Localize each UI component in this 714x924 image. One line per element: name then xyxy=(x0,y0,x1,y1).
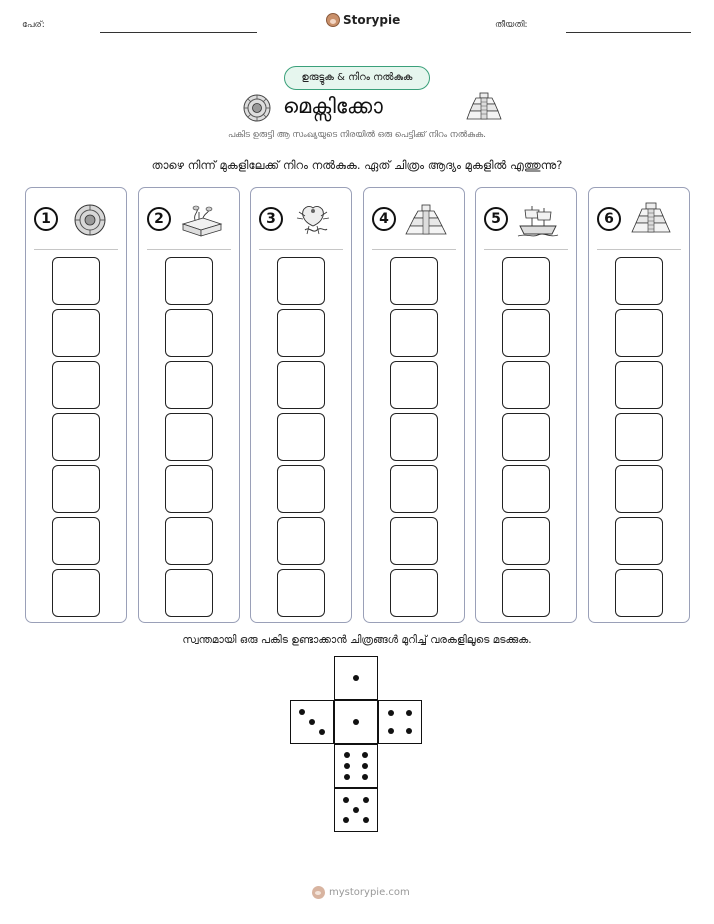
die-pip xyxy=(343,817,349,823)
color-box[interactable] xyxy=(390,309,438,357)
column-1 xyxy=(25,187,127,623)
name-field[interactable] xyxy=(100,32,257,33)
die-pip xyxy=(362,752,368,758)
die-pip xyxy=(363,797,369,803)
color-box[interactable] xyxy=(390,257,438,305)
color-box[interactable] xyxy=(165,517,213,565)
column-3 xyxy=(250,187,352,623)
color-box[interactable] xyxy=(615,465,663,513)
color-box[interactable] xyxy=(165,569,213,617)
die-pip xyxy=(343,797,349,803)
color-box[interactable] xyxy=(502,309,550,357)
title-row xyxy=(0,92,714,124)
die-pip xyxy=(353,675,359,681)
column-divider xyxy=(259,249,343,250)
color-box[interactable] xyxy=(165,361,213,409)
column-2 xyxy=(138,187,240,623)
color-box[interactable] xyxy=(615,361,663,409)
column-number: 2 xyxy=(147,207,171,231)
color-box[interactable] xyxy=(52,257,100,305)
die-pip xyxy=(344,752,350,758)
color-box[interactable] xyxy=(390,413,438,461)
color-box[interactable] xyxy=(615,413,663,461)
instruction: താഴെ നിന്ന് മുകളിലേക്ക് നിറം നൽകുക. ഏത് ചിത്രം ആദ്യം മുകളിൽ എത്തുന്നു? xyxy=(151,158,563,172)
date-label: തീയതി: xyxy=(495,20,528,30)
color-box[interactable] xyxy=(502,361,550,409)
chichen-itza-pyramid-icon xyxy=(404,202,448,238)
die-pip xyxy=(362,774,368,780)
color-box[interactable] xyxy=(615,569,663,617)
die-pip xyxy=(363,817,369,823)
aztec-calendar-stone-icon xyxy=(242,93,272,123)
date-field[interactable] xyxy=(566,32,691,33)
mayan-temple-pyramid-icon xyxy=(629,202,673,238)
column-divider xyxy=(484,249,568,250)
die-pip xyxy=(353,719,359,725)
color-box[interactable] xyxy=(277,413,325,461)
die-pip xyxy=(406,728,412,734)
page-title: മെക്സിക്കോ xyxy=(283,94,383,118)
die-face-4 xyxy=(378,700,422,744)
color-box[interactable] xyxy=(52,517,100,565)
column-divider xyxy=(147,249,231,250)
color-box[interactable] xyxy=(277,569,325,617)
die-pip xyxy=(344,763,350,769)
die-face-6 xyxy=(334,744,378,788)
color-box[interactable] xyxy=(52,361,100,409)
color-box[interactable] xyxy=(165,465,213,513)
subtitle: പകിട ഉരുട്ടി ആ സംഖ്യയുടെ നിരയിൽ ഒരു പെട്ടിക്ക് നിറം നൽകുക. xyxy=(228,130,486,140)
name-label: പേര്: xyxy=(22,20,45,30)
brand-name: Storypie xyxy=(343,13,401,27)
bear-logo-icon xyxy=(326,13,340,27)
column-number: 4 xyxy=(372,207,396,231)
color-box[interactable] xyxy=(165,257,213,305)
color-box[interactable] xyxy=(277,309,325,357)
color-box[interactable] xyxy=(390,465,438,513)
chinampa-garden-icon xyxy=(179,202,223,238)
column-divider xyxy=(372,249,456,250)
color-box[interactable] xyxy=(277,517,325,565)
bear-logo-icon xyxy=(312,886,325,899)
color-box[interactable] xyxy=(277,465,325,513)
color-box[interactable] xyxy=(390,361,438,409)
die-face-5 xyxy=(334,788,378,832)
color-box[interactable] xyxy=(390,517,438,565)
die-pip xyxy=(388,728,394,734)
die-face-1 xyxy=(334,700,378,744)
column-6 xyxy=(588,187,690,623)
color-box[interactable] xyxy=(277,361,325,409)
eagle-snake-emblem-icon xyxy=(291,202,335,238)
die-face-3 xyxy=(290,700,334,744)
column-4 xyxy=(363,187,465,623)
mayan-temple-pyramid-icon xyxy=(466,91,502,123)
color-box[interactable] xyxy=(52,413,100,461)
die-pip xyxy=(406,710,412,716)
color-box[interactable] xyxy=(52,309,100,357)
aztec-calendar-stone-icon xyxy=(66,202,110,238)
color-box[interactable] xyxy=(615,309,663,357)
activity-badge: ഉരുട്ടുക & നിറം നൽകുക xyxy=(284,66,430,90)
color-box[interactable] xyxy=(52,465,100,513)
footer-url[interactable]: mystorypie.com xyxy=(329,887,410,898)
color-box[interactable] xyxy=(502,465,550,513)
color-box[interactable] xyxy=(615,517,663,565)
column-number: 6 xyxy=(597,207,621,231)
storypie-logo xyxy=(326,13,400,27)
die-pip xyxy=(353,807,359,813)
column-number: 5 xyxy=(484,207,508,231)
column-number: 1 xyxy=(34,207,58,231)
color-box[interactable] xyxy=(277,257,325,305)
color-box[interactable] xyxy=(52,569,100,617)
column-number: 3 xyxy=(259,207,283,231)
color-box[interactable] xyxy=(502,569,550,617)
die-pip xyxy=(388,710,394,716)
fold-instruction: സ്വന്തമായി ഒരു പകിട ഉണ്ടാക്കാൻ ചിത്രങ്ങൾ മുറിച്ച് വരകളിലൂടെ മടക്കുക. xyxy=(182,634,532,646)
die-face-1 xyxy=(334,656,378,700)
color-box[interactable] xyxy=(165,309,213,357)
footer xyxy=(312,886,410,899)
die-pip xyxy=(362,763,368,769)
die-pip xyxy=(299,709,305,715)
die-pip xyxy=(319,729,325,735)
color-box[interactable] xyxy=(390,569,438,617)
color-box[interactable] xyxy=(502,517,550,565)
die-pip xyxy=(344,774,350,780)
column-5 xyxy=(475,187,577,623)
color-box[interactable] xyxy=(502,257,550,305)
column-divider xyxy=(597,249,681,250)
color-box[interactable] xyxy=(165,413,213,461)
column-divider xyxy=(34,249,118,250)
spanish-galleon-ship-icon xyxy=(516,202,560,238)
color-box[interactable] xyxy=(615,257,663,305)
die-pip xyxy=(309,719,315,725)
color-box[interactable] xyxy=(502,413,550,461)
